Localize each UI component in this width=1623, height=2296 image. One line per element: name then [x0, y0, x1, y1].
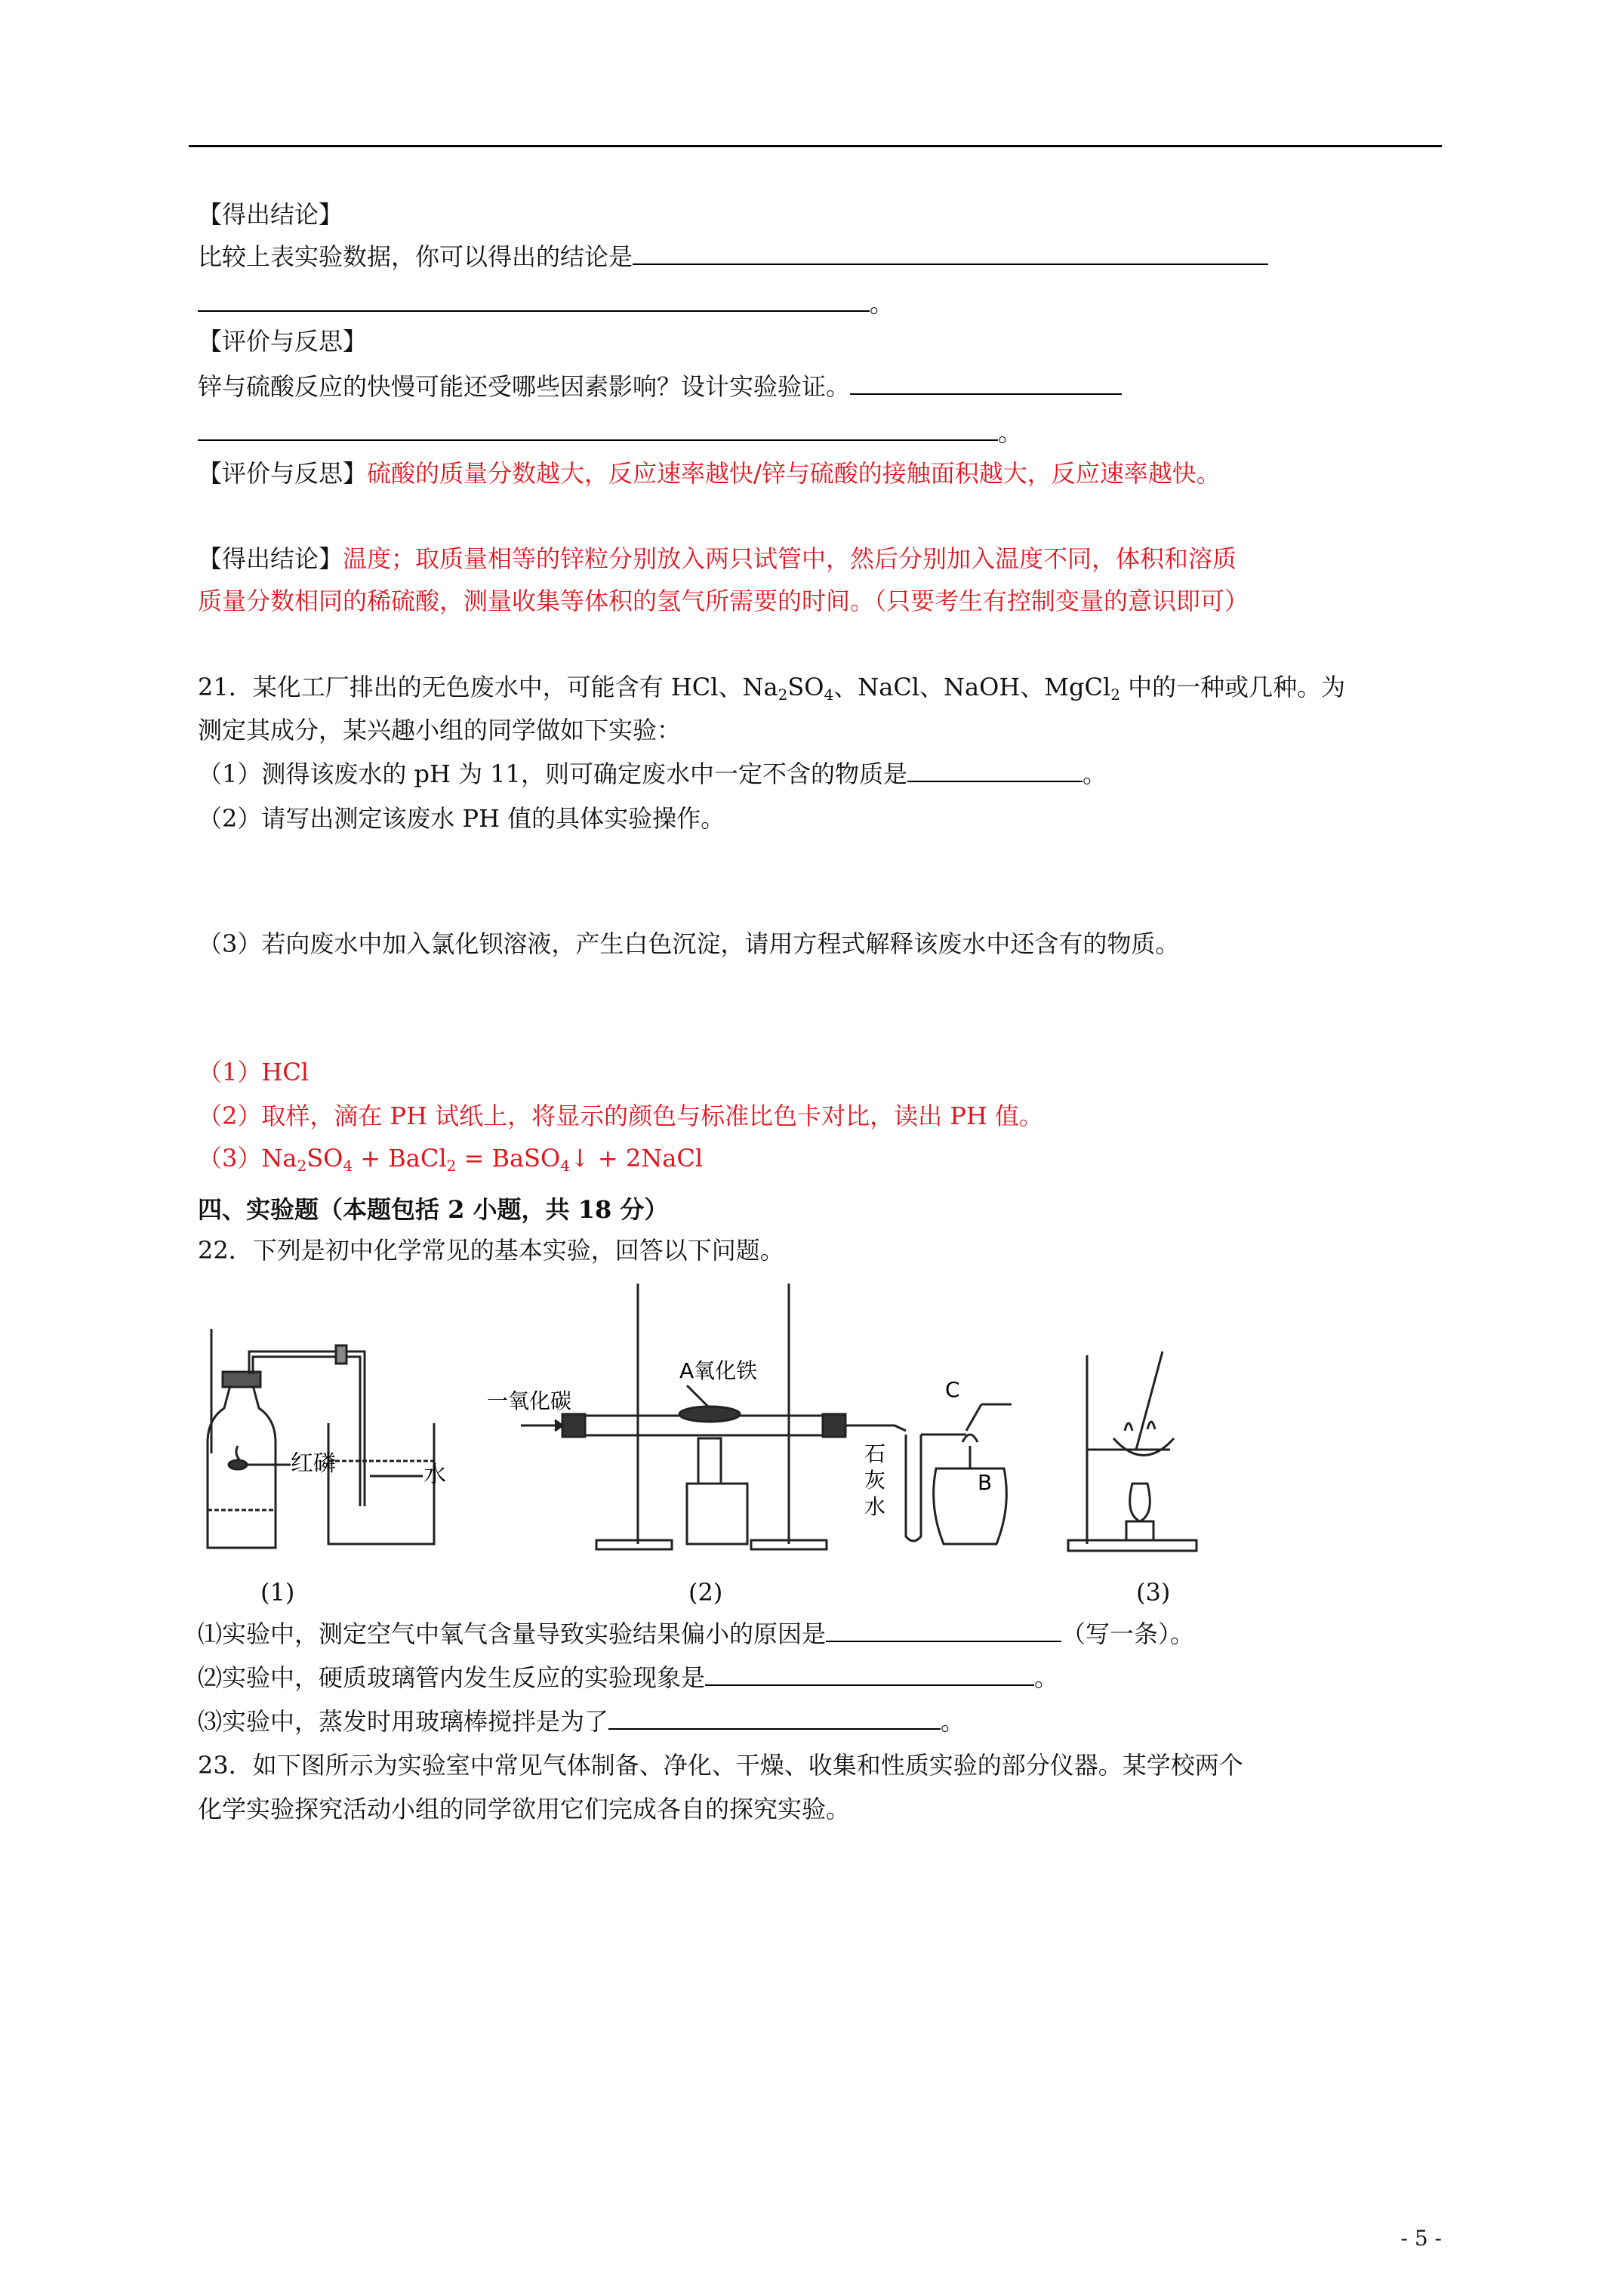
- conclusion-heading: 【得出结论】: [198, 200, 343, 229]
- answer-conclusion: [198, 542, 1236, 575]
- fig2-label-b: B: [978, 1470, 993, 1495]
- answer-conclusion-text1: 温度；取质量相等的锌粒分别放入两只试管中，然后分别加入温度不同，体积和溶质: [343, 544, 1237, 573]
- q21-part1-blank[interactable]: [907, 758, 1083, 782]
- q21-answer3-sub: 2: [297, 1157, 307, 1175]
- q21-line1: [198, 670, 1345, 704]
- answer-reflection-label: 【评价与反思】: [198, 459, 368, 488]
- figure-1-oxygen-apparatus: [192, 1318, 449, 1559]
- fig1-label-phosphorus: 红磷: [291, 1450, 336, 1477]
- reflection-line2: [198, 416, 1022, 449]
- q22-part1-text: ⑴实验中，测定空气中氧气含量导致实验结果偏小的原因是: [198, 1620, 827, 1648]
- q21-answer3-a: （3）Na: [198, 1144, 297, 1173]
- reflection-answer-blank[interactable]: [850, 371, 1122, 395]
- fig2-label-limewater: 石: [864, 1441, 886, 1466]
- q21-sub: 4: [824, 686, 834, 704]
- fig2-label-a: A氧化铁: [679, 1358, 758, 1383]
- q21-part3: （3）若向废水中加入氯化钡溶液，产生白色沉淀，请用方程式解释该废水中还含有的物质。: [198, 929, 1180, 958]
- answer-reflection: [198, 457, 1221, 490]
- page-number: - 5 -: [1400, 2226, 1442, 2251]
- q21-line2: 测定其成分，某兴趣小组的同学做如下实验：: [198, 716, 682, 744]
- figure-2-co-reduction-apparatus: [483, 1280, 1027, 1559]
- q22-part3: [198, 1705, 965, 1738]
- q21-text-c: 、NaCl、NaOH、MgCl: [833, 673, 1111, 701]
- q21-text-a: 21．某化工厂排出的无色废水中，可能含有 HCl、Na: [198, 673, 778, 701]
- reflection-prompt: [198, 370, 1122, 403]
- q21-sub: 2: [1110, 686, 1120, 704]
- answer-conclusion-label: 【得出结论】: [198, 544, 343, 573]
- q21-text-d: 中的一种或几种。为: [1119, 673, 1346, 701]
- fig2-label-c: C: [945, 1377, 960, 1402]
- reflection-heading: 【评价与反思】: [198, 327, 368, 356]
- q21-answer2: （2）取样，滴在 PH 试纸上，将显示的颜色与标准比色卡对比，读出 PH 值。: [198, 1102, 1043, 1130]
- q22-part2-text: ⑵实验中，硬质玻璃管内发生反应的实验现象是: [198, 1663, 706, 1692]
- figure-3-evaporation-apparatus: [1057, 1340, 1215, 1559]
- reflection-answer-blank-2[interactable]: [198, 417, 998, 441]
- q23-line2: 化学实验探究活动小组的同学欲用它们完成各自的探究实验。: [198, 1795, 851, 1823]
- q21-answer3-sub: 4: [343, 1157, 353, 1175]
- q21-answer3-b: SO: [306, 1144, 343, 1173]
- q21-text-b: SO: [787, 673, 824, 701]
- q23-line1: 23．如下图所示为实验室中常见气体制备、净化、干燥、收集和性质实验的部分仪器。某学校两个: [198, 1751, 1243, 1780]
- q21-part1-text: （1）测得该废水的 pH 为 11，则可确定废水中一定不含的物质是: [198, 760, 907, 788]
- fig1-label-water: 水: [423, 1462, 446, 1488]
- reflection-prompt-text: 锌与硫酸反应的快慢可能还受哪些因素影响？设计实验验证。: [198, 372, 851, 401]
- section4-title: 四、实验题（本题包括 2 小题，共 18 分）: [198, 1195, 669, 1224]
- q21-answer3-d: = BaSO: [456, 1144, 561, 1173]
- q22-part3-end: 。: [941, 1707, 965, 1736]
- header-rule: [189, 145, 1442, 147]
- q22-part1-blank[interactable]: [826, 1618, 1061, 1642]
- conclusion-prompt-text: 比较上表实验数据，你可以得出的结论是: [198, 242, 633, 271]
- q22-part1-end: （写一条）。: [1061, 1620, 1195, 1648]
- q21-answer3: [198, 1142, 703, 1175]
- q22-part3-blank[interactable]: [608, 1706, 941, 1730]
- fig2-label-limewater: 水: [864, 1494, 886, 1519]
- figure-3-caption: (3): [1136, 1578, 1171, 1607]
- q22-intro: 22．下列是初中化学常见的基本实验，回答以下问题。: [198, 1236, 784, 1265]
- answer-conclusion-text2: 质量分数相同的稀硫酸，测量收集等体积的氢气所需要的时间。（只要考生有控制变量的意识即可）: [198, 587, 1249, 615]
- q21-answer3-sub: 2: [446, 1157, 457, 1175]
- reflection-end: 。: [998, 418, 1023, 447]
- q22-part2-end: 。: [1034, 1663, 1059, 1692]
- q21-answer3-c: + BaCl: [353, 1144, 447, 1173]
- conclusion-line2: [198, 287, 894, 320]
- q21-answer3-e: ↓ + 2NaCl: [569, 1144, 704, 1173]
- q21-part1-end: 。: [1083, 760, 1107, 788]
- q21-sub: 2: [778, 686, 788, 704]
- conclusion-answer-blank-2[interactable]: [198, 288, 870, 312]
- q22-part2-blank[interactable]: [705, 1662, 1034, 1686]
- q21-part2: （2）请写出测定该废水 PH 值的具体实验操作。: [198, 804, 725, 833]
- fig2-label-co: 一氧化碳: [487, 1388, 572, 1413]
- q22-part3-text: ⑶实验中，蒸发时用玻璃棒搅拌是为了: [198, 1707, 609, 1736]
- figure-1-caption: (1): [260, 1578, 295, 1607]
- q21-answer3-sub: 4: [560, 1157, 570, 1175]
- q22-part2: [198, 1661, 1058, 1694]
- answer-reflection-text: 硫酸的质量分数越大，反应速率越快/锌与硫酸的接触面积越大，反应速率越快。: [367, 459, 1221, 488]
- q21-part1: [198, 757, 1107, 791]
- q21-answer1: （1）HCl: [198, 1058, 309, 1086]
- conclusion-answer-blank[interactable]: [633, 241, 1268, 265]
- fig2-label-limewater: 灰: [864, 1468, 886, 1493]
- conclusion-end: 。: [870, 289, 895, 318]
- q22-part1: [198, 1617, 1194, 1650]
- figure-2-caption: (2): [688, 1578, 723, 1607]
- conclusion-prompt: [198, 240, 1268, 273]
